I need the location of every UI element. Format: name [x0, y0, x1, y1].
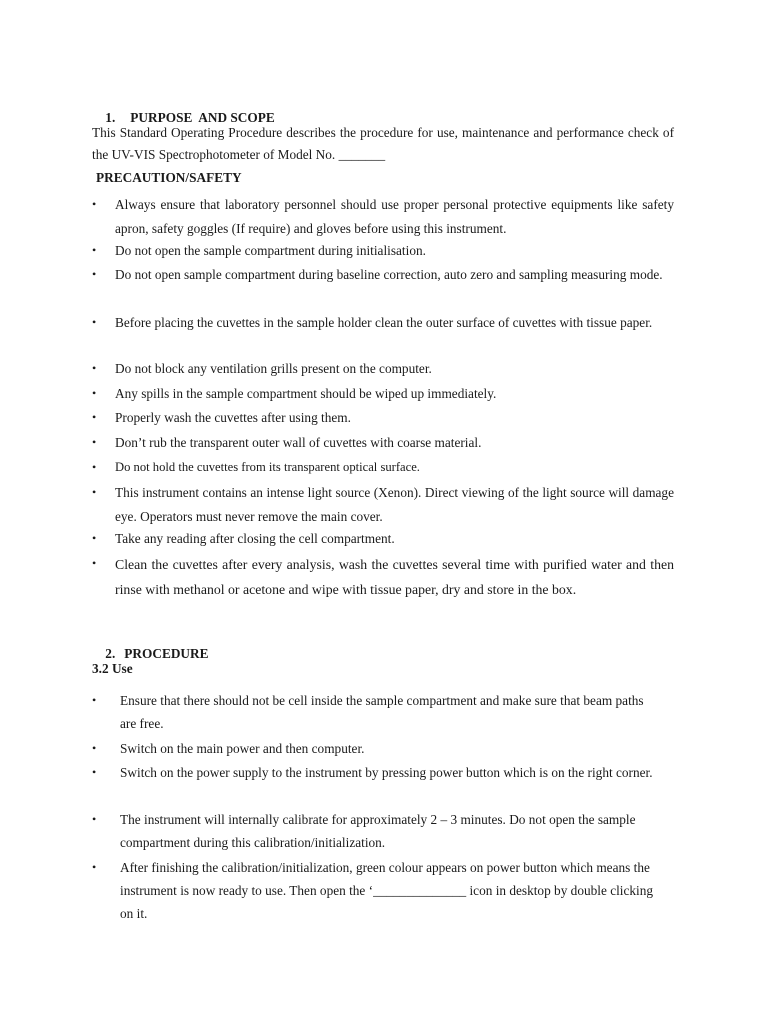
list-item-text: After finishing the calibration/initialization, green colour appears on power button which means the instrument is now ready to use. Then open the ‘______________ icon in desktop by double clicking on it. [120, 860, 654, 921]
bullet-icon: • [92, 197, 97, 211]
bullet-icon: • [92, 693, 97, 707]
list-item-text: Before placing the cuvettes in the sample holder clean the outer surface of cuvettes with tissue paper. [115, 315, 653, 330]
section-2-title: PROCEDURE [124, 646, 209, 661]
bullet-icon: • [92, 267, 97, 281]
bullet-icon: • [92, 765, 97, 779]
intro-paragraph: This Standard Operating Procedure describes the procedure for use, maintenance and performance check of the UV-VIS Spectrophotometer of Model No. _______ [92, 125, 674, 162]
bullet-icon: • [92, 556, 97, 570]
use-heading: 3.2 Use [92, 661, 133, 676]
list-item-text: Do not hold the cuvettes from its transparent optical surface. [115, 460, 420, 474]
list-item-text: Don’t rub the transparent outer wall of cuvettes with coarse material. [115, 435, 482, 450]
list-item-text: Take any reading after closing the cell compartment. [115, 531, 395, 546]
list-item-text: The instrument will internally calibrate for approximately 2 – 3 minutes. Do not open the sample compartment during this calibration/initialization. [120, 812, 636, 850]
bullet-icon: • [92, 460, 97, 474]
bullet-icon: • [92, 860, 97, 874]
bullet-icon: • [92, 315, 97, 329]
list-item-text: Ensure that there should not be cell inside the sample compartment and make sure that beam paths are free. [120, 693, 644, 731]
bullet-icon: • [92, 386, 97, 400]
list-item-text: Properly wash the cuvettes after using them. [115, 410, 351, 425]
bullet-icon: • [92, 812, 97, 826]
section-2-number: 2. [105, 646, 116, 661]
bullet-icon: • [92, 361, 97, 375]
list-item-text: This instrument contains an intense light source (Xenon). Direct viewing of the light source will damage eye. Operators must never remove the main cover. [115, 485, 674, 524]
bullet-icon: • [92, 485, 97, 499]
section-1-number: 1. [105, 110, 116, 125]
list-item-text: Any spills in the sample compartment should be wiped up immediately. [115, 386, 497, 401]
section-1-title: PURPOSE AND SCOPE [130, 110, 275, 125]
list-item-text: Clean the cuvettes after every analysis, wash the cuvettes several time with purified water and then rinse with methanol or acetone and wipe with tissue paper, dry and store in the box. [115, 557, 674, 597]
list-item-text: Do not open sample compartment during baseline correction, auto zero and sampling measuring mode. [115, 267, 663, 282]
bullet-icon: • [92, 741, 97, 755]
precaution-heading: PRECAUTION/SAFETY [96, 170, 242, 185]
bullet-icon: • [92, 531, 97, 545]
list-item-text: Do not block any ventilation grills present on the computer. [115, 361, 432, 376]
list-item-text: Switch on the power supply to the instrument by pressing power button which is on the right corner. [120, 765, 653, 780]
list-item-text: Switch on the main power and then computer. [120, 741, 365, 756]
list-item-text: Do not open the sample compartment during initialisation. [115, 243, 426, 258]
bullet-icon: • [92, 243, 97, 257]
bullet-icon: • [92, 410, 97, 424]
list-item-text: Always ensure that laboratory personnel should use proper personal protective equipments like safety apron, safety goggles (If require) and gloves before using this instrument. [115, 197, 674, 236]
bullet-icon: • [92, 435, 97, 449]
